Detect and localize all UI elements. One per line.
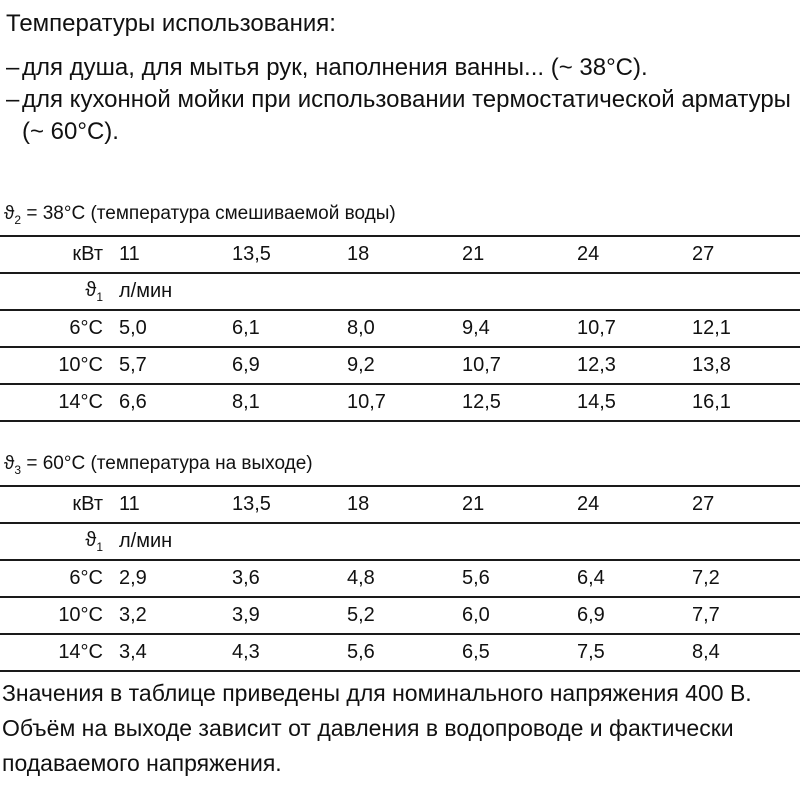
bullet-shower-text: для душа, для мытья рук, наполнения ванны... (~ 38°C). [22, 54, 648, 81]
power-value: 13,5 [226, 486, 341, 523]
flow-value: 7,7 [686, 597, 800, 634]
inlet-temp: 10°C [0, 597, 113, 634]
power-value: 18 [341, 236, 456, 273]
flow-value: 3,4 [113, 634, 226, 671]
flow-value: 5,7 [113, 347, 226, 384]
flow-value: 16,1 [686, 384, 800, 421]
footnote-line: Значения в таблице приведены для номинального напряжения 400 В. [2, 680, 752, 706]
inlet-temp: 14°C [0, 384, 113, 421]
table-caption [0, 451, 800, 485]
flow-value: 4,3 [226, 634, 341, 671]
empty-cell [341, 523, 456, 560]
flow-value: 7,2 [686, 560, 800, 597]
empty-cell [341, 273, 456, 310]
flow-value: 10,7 [456, 347, 571, 384]
power-value: 27 [686, 236, 800, 273]
flow-value: 12,3 [571, 347, 686, 384]
power-value: 24 [571, 486, 686, 523]
empty-cell [456, 273, 571, 310]
flow-value: 9,4 [456, 310, 571, 347]
bullet-dash: – [6, 54, 20, 81]
inlet-temp: 6°C [0, 310, 113, 347]
flow-value: 14,5 [571, 384, 686, 421]
flow-value: 6,0 [456, 597, 571, 634]
table-row [0, 310, 800, 347]
power-value: 27 [686, 486, 800, 523]
power-row [0, 486, 800, 523]
flow-table-mixed-water [0, 201, 800, 422]
empty-cell [571, 273, 686, 310]
flow-value: 13,8 [686, 347, 800, 384]
flow-value: 5,2 [341, 597, 456, 634]
table-row [0, 634, 800, 671]
power-value: 18 [341, 486, 456, 523]
flow-value: 12,5 [456, 384, 571, 421]
table-row [0, 597, 800, 634]
bullet-shower [6, 52, 796, 84]
theta-subscript: 1 [96, 290, 103, 304]
flow-value: 5,0 [113, 310, 226, 347]
flow-value: 6,9 [571, 597, 686, 634]
empty-cell [456, 523, 571, 560]
usage-temperatures-heading: Температуры использования: [6, 10, 336, 37]
flow-value: 3,9 [226, 597, 341, 634]
power-value: 24 [571, 236, 686, 273]
bullet-kitchen [6, 84, 796, 148]
power-label: кВт [0, 236, 113, 273]
theta-subscript: 3 [14, 462, 22, 477]
inlet-temp: 14°C [0, 634, 113, 671]
flow-value: 9,2 [341, 347, 456, 384]
data-table [0, 235, 800, 422]
inlet-temp: 6°C [0, 560, 113, 597]
flow-value: 8,0 [341, 310, 456, 347]
flow-value: 2,9 [113, 560, 226, 597]
flow-value: 4,8 [341, 560, 456, 597]
flow-value: 6,4 [571, 560, 686, 597]
flow-unit: л/мин [113, 273, 226, 310]
inlet-temp: 10°C [0, 347, 113, 384]
caption-text: = 38°C (температура смешиваемой воды) [21, 203, 396, 224]
theta-subscript: 2 [14, 212, 22, 227]
empty-cell [226, 523, 341, 560]
flow-unit: л/мин [113, 523, 226, 560]
data-table [0, 485, 800, 672]
flow-value: 6,5 [456, 634, 571, 671]
theta-symbol: ϑ [85, 279, 97, 301]
footnote-line: подаваемого напряжения. [2, 750, 282, 776]
power-row [0, 236, 800, 273]
unit-row [0, 273, 800, 310]
theta-symbol: ϑ [85, 529, 97, 551]
flow-value: 3,6 [226, 560, 341, 597]
flow-value: 5,6 [456, 560, 571, 597]
power-value: 13,5 [226, 236, 341, 273]
flow-value: 6,1 [226, 310, 341, 347]
intro-section [6, 8, 796, 148]
power-value: 21 [456, 486, 571, 523]
footnote [2, 676, 800, 781]
empty-cell [571, 523, 686, 560]
flow-value: 10,7 [571, 310, 686, 347]
inlet-temp-symbol [0, 523, 113, 560]
footnote-line: Объём на выходе зависит от давления в водопроводе и фактически [2, 715, 734, 741]
flow-value: 12,1 [686, 310, 800, 347]
flow-value: 3,2 [113, 597, 226, 634]
power-value: 11 [113, 486, 226, 523]
unit-row [0, 523, 800, 560]
flow-value: 5,6 [341, 634, 456, 671]
flow-value: 6,9 [226, 347, 341, 384]
power-value: 11 [113, 236, 226, 273]
table-row [0, 347, 800, 384]
bullet-dash: – [6, 86, 20, 113]
power-label: кВт [0, 486, 113, 523]
flow-value: 6,6 [113, 384, 226, 421]
bullet-kitchen-text: для кухонной мойки при использовании термостатической арматуры (~ 60°C). [22, 86, 791, 145]
flow-value: 10,7 [341, 384, 456, 421]
flow-value: 8,4 [686, 634, 800, 671]
table-row [0, 560, 800, 597]
flow-value: 8,1 [226, 384, 341, 421]
power-value: 21 [456, 236, 571, 273]
empty-cell [686, 273, 800, 310]
table-row [0, 384, 800, 421]
empty-cell [686, 523, 800, 560]
empty-cell [226, 273, 341, 310]
caption-text: = 60°C (температура на выходе) [21, 453, 313, 474]
table-caption [0, 201, 800, 235]
flow-table-outlet-water [0, 451, 800, 672]
inlet-temp-symbol [0, 273, 113, 310]
theta-subscript: 1 [96, 540, 103, 554]
theta-symbol: ϑ [4, 203, 15, 224]
flow-value: 7,5 [571, 634, 686, 671]
theta-symbol: ϑ [4, 453, 15, 474]
